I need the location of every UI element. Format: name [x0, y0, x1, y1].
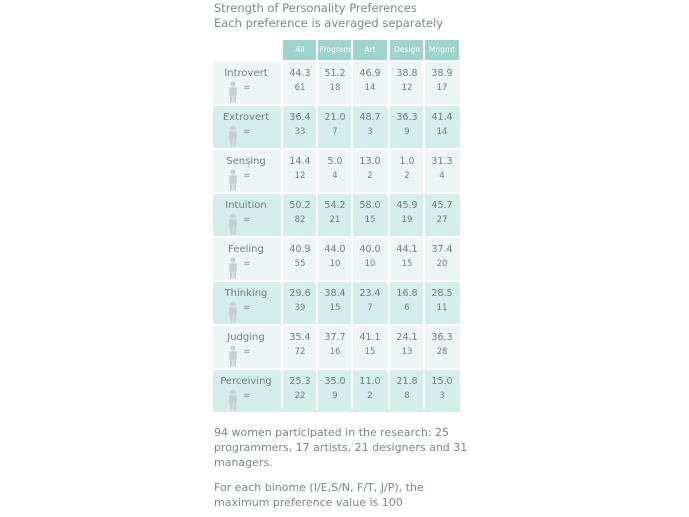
chart-title: Strength of Personality Preferences: [214, 1, 417, 15]
value-cell: 54.2: [324, 200, 346, 211]
person-icon: [227, 125, 239, 147]
count-cell: 22: [294, 391, 306, 401]
value-cell: 5.0: [327, 156, 343, 167]
count-cell: 17: [436, 83, 448, 93]
value-cell: 36.3: [431, 332, 453, 343]
value-cell: 16.8: [396, 288, 418, 299]
count-cell: 61: [294, 83, 306, 93]
count-cell: 12: [294, 171, 306, 181]
chart-subtitle: Each preference is averaged separately: [214, 16, 444, 30]
row-label-perceiving: Perceiving: [220, 376, 272, 387]
value-cell: 40.9: [289, 244, 311, 255]
count-symbol: =: [243, 215, 251, 225]
count-cell: 4: [439, 171, 445, 181]
row-label-thinking: Thinking: [224, 288, 268, 299]
value-cell: 21.0: [324, 112, 346, 123]
count-cell: 21: [329, 215, 341, 225]
count-cell: 11: [436, 303, 448, 313]
value-cell: 36.4: [289, 112, 311, 123]
count-cell: 27: [436, 215, 448, 225]
value-cell: 28.5: [431, 288, 453, 299]
count-cell: 33: [294, 127, 306, 137]
count-cell: 9: [332, 391, 338, 401]
value-cell: 48.7: [359, 112, 381, 123]
count-symbol: =: [243, 347, 251, 357]
value-cell: 40.0: [359, 244, 381, 255]
value-cell: 24.1: [396, 332, 418, 343]
count-cell: 4: [332, 171, 338, 181]
person-icon: [227, 257, 239, 279]
value-cell: 45.9: [396, 200, 418, 211]
value-cell: 11.0: [359, 376, 381, 387]
value-cell: 38.9: [431, 68, 453, 79]
value-cell: 13.0: [359, 156, 381, 167]
count-cell: 82: [294, 215, 306, 225]
count-cell: 10: [364, 259, 376, 269]
value-cell: 41.4: [431, 112, 453, 123]
count-cell: 14: [436, 127, 448, 137]
count-cell: 13: [401, 347, 413, 357]
value-cell: 25.3: [289, 376, 311, 387]
count-cell: 20: [436, 259, 448, 269]
row-label-judging: Judging: [227, 332, 265, 343]
value-cell: 38.4: [324, 288, 346, 299]
count-cell: 16: [329, 347, 341, 357]
row-label-feeling: Feeling: [228, 244, 264, 255]
count-cell: 15: [364, 347, 376, 357]
count-cell: 7: [332, 127, 338, 137]
person-icon: [227, 301, 239, 323]
value-cell: 46.9: [359, 68, 381, 79]
row-divider: [213, 148, 460, 150]
value-cell: 14.4: [289, 156, 311, 167]
column-divider: [281, 40, 283, 409]
count-symbol: =: [243, 83, 251, 93]
row-divider: [213, 280, 460, 282]
column-divider: [316, 40, 318, 409]
value-cell: 15.0: [431, 376, 453, 387]
column-header-all: All: [283, 40, 317, 60]
count-symbol: =: [243, 391, 251, 401]
value-cell: 23.4: [359, 288, 381, 299]
value-cell: 1.0: [399, 156, 415, 167]
count-cell: 18: [329, 83, 341, 93]
count-cell: 10: [329, 259, 341, 269]
value-cell: 35.0: [324, 376, 346, 387]
count-symbol: =: [243, 171, 251, 181]
row-divider: [213, 324, 460, 326]
count-cell: 9: [404, 127, 410, 137]
value-cell: 37.4: [431, 244, 453, 255]
count-cell: 2: [404, 171, 410, 181]
participants-note: 94 women participated in the research: 25 programmers, 17 artists, 21 designers and 31 managers.: [214, 426, 468, 469]
column-header-program: Program: [318, 40, 352, 60]
value-cell: 29.6: [289, 288, 311, 299]
count-cell: 3: [439, 391, 445, 401]
count-symbol: =: [243, 303, 251, 313]
value-cell: 44.3: [289, 68, 311, 79]
row-divider: [213, 192, 460, 194]
count-cell: 14: [364, 83, 376, 93]
count-cell: 15: [401, 259, 413, 269]
column-header-design: Design: [390, 40, 424, 60]
binome-note: For each binome (I/E,S/N, F/T, J/P), the maximum preference value is 100: [214, 481, 424, 509]
value-cell: 38.8: [396, 68, 418, 79]
person-icon: [227, 81, 239, 103]
count-symbol: =: [243, 127, 251, 137]
count-cell: 7: [367, 303, 373, 313]
value-cell: 31.3: [431, 156, 453, 167]
count-cell: 72: [294, 347, 306, 357]
count-cell: 39: [294, 303, 306, 313]
row-label-introvert: Introvert: [224, 68, 268, 79]
count-cell: 19: [401, 215, 413, 225]
value-cell: 37.7: [324, 332, 346, 343]
count-cell: 2: [367, 171, 373, 181]
column-divider: [423, 40, 425, 409]
count-cell: 6: [404, 303, 410, 313]
value-cell: 21.8: [396, 376, 418, 387]
person-icon: [227, 345, 239, 367]
count-cell: 55: [294, 259, 306, 269]
column-divider: [351, 40, 353, 409]
value-cell: 58.0: [359, 200, 381, 211]
column-header-mngmt: Mngmt: [425, 40, 459, 60]
count-cell: 28: [436, 347, 448, 357]
row-divider: [213, 104, 460, 106]
value-cell: 35.4: [289, 332, 311, 343]
row-divider: [213, 236, 460, 238]
value-cell: 51.2: [324, 68, 346, 79]
count-cell: 2: [367, 391, 373, 401]
count-symbol: =: [243, 259, 251, 269]
count-cell: 12: [401, 83, 413, 93]
count-cell: 8: [404, 391, 410, 401]
row-divider: [213, 368, 460, 370]
person-icon: [227, 389, 239, 411]
row-label-sensing: Sensing: [226, 156, 266, 167]
count-cell: 15: [329, 303, 341, 313]
value-cell: 50.2: [289, 200, 311, 211]
person-icon: [227, 169, 239, 191]
count-cell: 3: [367, 127, 373, 137]
column-header-art: Art: [353, 40, 387, 60]
value-cell: 45.7: [431, 200, 453, 211]
value-cell: 41.1: [359, 332, 381, 343]
value-cell: 36.3: [396, 112, 418, 123]
value-cell: 44.0: [324, 244, 346, 255]
count-cell: 15: [364, 215, 376, 225]
column-divider: [388, 40, 390, 409]
row-label-extrovert: Extrovert: [222, 112, 270, 123]
row-label-intuition: Intuition: [225, 200, 267, 211]
person-icon: [227, 213, 239, 235]
value-cell: 44.1: [396, 244, 418, 255]
